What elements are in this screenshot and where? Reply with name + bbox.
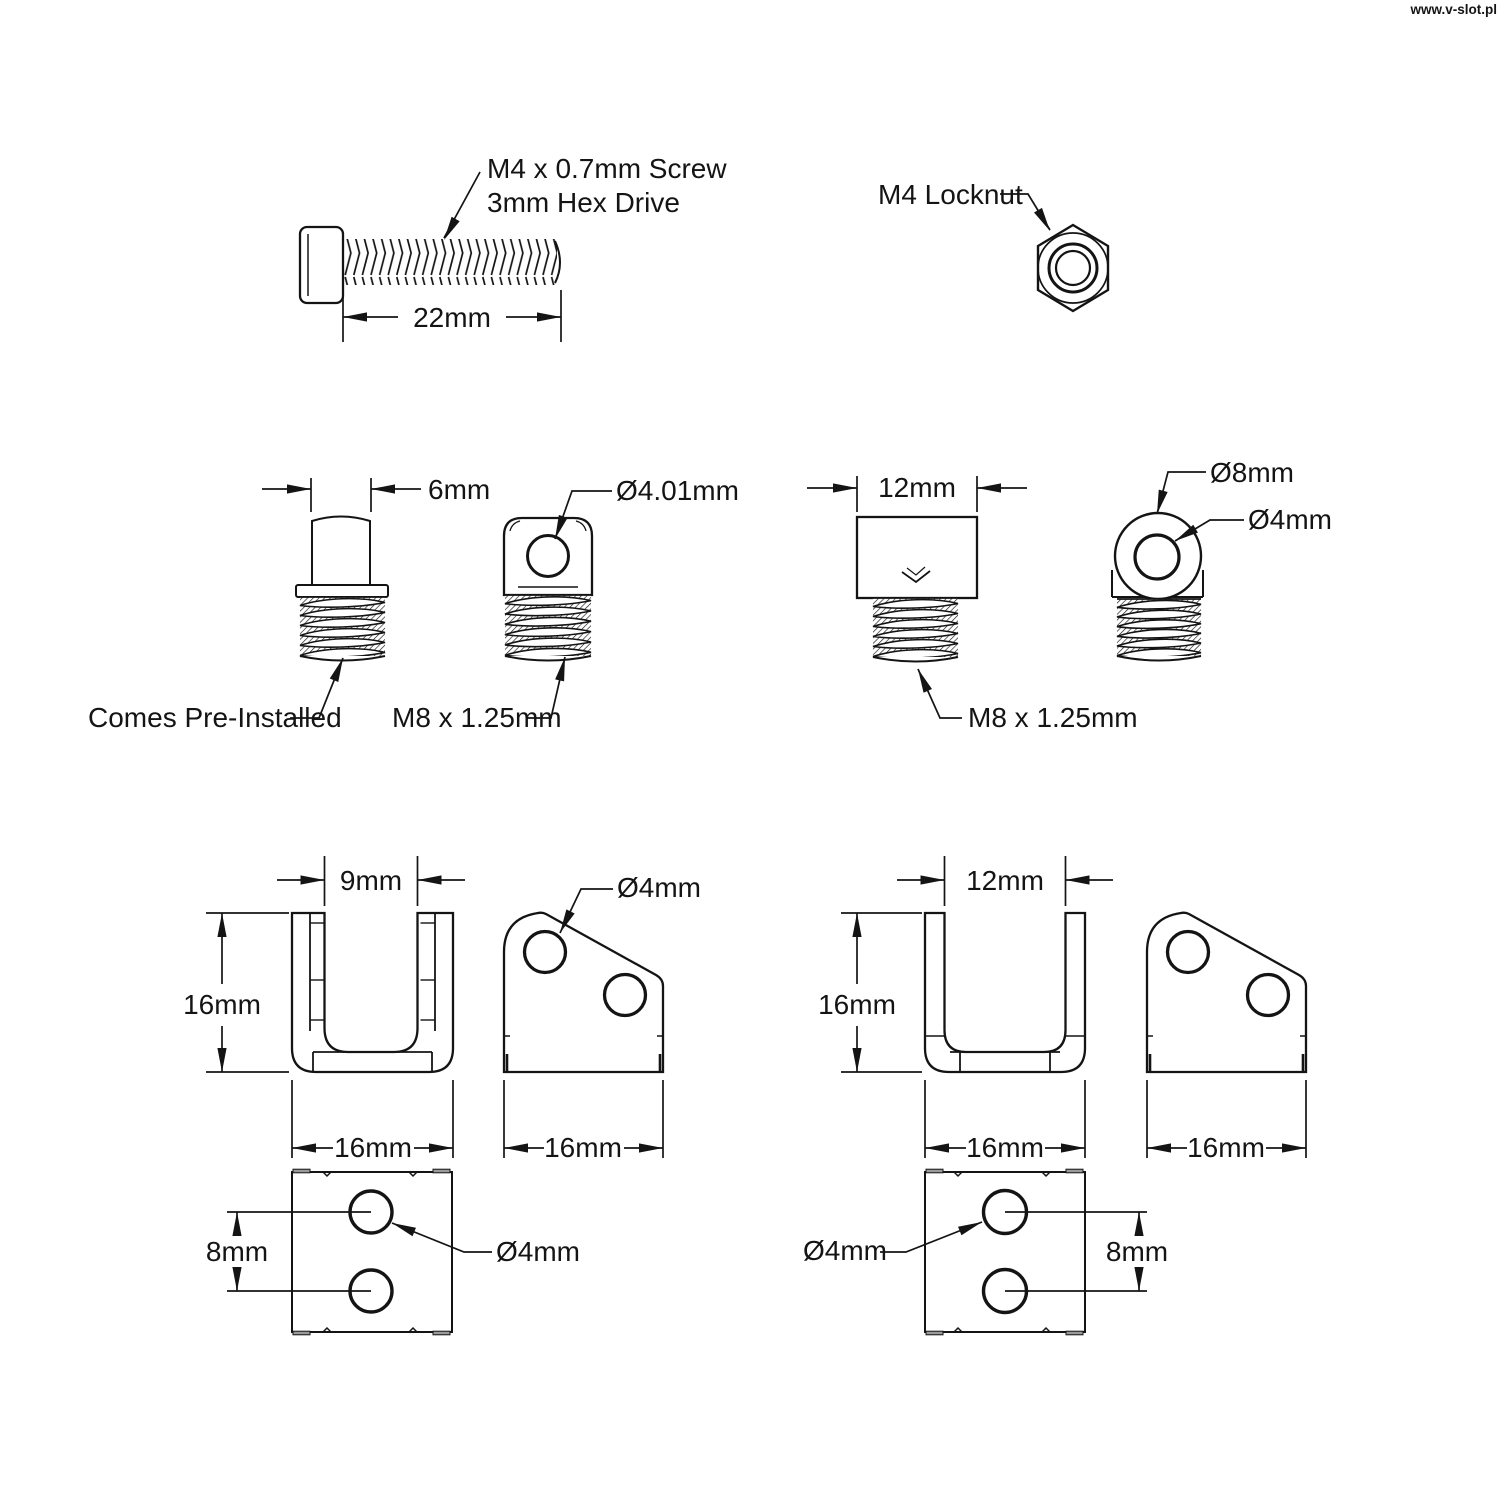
arrowhead (977, 483, 1001, 492)
bracket-left-slot-dimension: 9mm (339, 865, 403, 896)
arrowhead (418, 875, 442, 884)
bracket-left-bottom-view (292, 1169, 452, 1335)
arrowhead (921, 875, 945, 884)
round-stud-front-view (1112, 513, 1203, 599)
arrowhead (852, 913, 861, 937)
stud-front-threads (505, 595, 591, 661)
screw-label-line2: 3mm Hex Drive (487, 187, 680, 218)
arrowhead (504, 1143, 528, 1152)
stud-side-view (296, 517, 388, 598)
arrowhead (343, 312, 367, 321)
bracket-right-width-dimension: 16mm (966, 1132, 1044, 1163)
square-left-body (292, 1172, 452, 1332)
bracket-left-front-view (292, 913, 453, 1072)
bracket-left-side-hole-dimension: Ø4mm (617, 872, 701, 903)
arrowhead (1034, 208, 1050, 231)
arrowhead (1134, 1212, 1143, 1236)
bracket-left-height-dimension: 16mm (183, 989, 261, 1020)
bracket-right-hole-spacing-dimension: 8mm (1105, 1236, 1169, 1267)
arrowhead (925, 1143, 949, 1152)
arrowhead (371, 484, 395, 493)
bracket-right-height-dimension: 16mm (818, 989, 896, 1020)
block-thread-label: M8 x 1.25mm (968, 702, 1138, 733)
arrowhead (217, 913, 226, 937)
square-left-tab (433, 1169, 450, 1173)
socket-head-screw-drawing (300, 227, 560, 303)
arrowhead (330, 658, 343, 682)
bracket-left-side-view (504, 913, 663, 1072)
arrowhead (1066, 875, 1090, 884)
bracket-left-width-dimension: 16mm (334, 1132, 412, 1163)
stud-preinstalled-label: Comes Pre-Installed (88, 702, 342, 733)
arrowhead (1147, 1143, 1171, 1152)
arrowhead (1282, 1143, 1306, 1152)
arrowhead (1061, 1143, 1085, 1152)
block-stud-threads (873, 598, 958, 662)
stud-head (504, 518, 592, 595)
round-stud-hole-dimension: Ø4mm (1248, 504, 1332, 535)
arrowhead (639, 1143, 663, 1152)
round-stud-outer-dimension: Ø8mm (1210, 457, 1294, 488)
block-stud-side-view (857, 517, 977, 598)
arrowhead (232, 1267, 241, 1291)
locknut-label: M4 Locknut (878, 179, 1023, 210)
arrowhead (444, 217, 460, 240)
square-right-tab (926, 1169, 943, 1173)
arrowhead (833, 483, 857, 492)
arrowhead (1134, 1267, 1143, 1291)
square-left-tab (433, 1331, 450, 1335)
arrowhead (292, 1143, 316, 1152)
screw-length-dimension: 22mm (413, 302, 491, 333)
arrowhead (1157, 490, 1168, 514)
leader-line (918, 669, 962, 718)
screw-head (300, 227, 343, 303)
thread-graphics (300, 595, 1201, 662)
arrowhead (429, 1143, 453, 1152)
arrowhead (918, 669, 932, 693)
bracket-left-side-width-dimension: 16mm (544, 1132, 622, 1163)
arrowhead (232, 1212, 241, 1236)
square-left-tab (293, 1331, 310, 1335)
arrowhead (217, 1048, 226, 1072)
screw-label-line1: M4 x 0.7mm Screw (487, 153, 727, 184)
bracket-right-side-width-dimension: 16mm (1187, 1132, 1265, 1163)
bracket-right-bottom-view (925, 1169, 1085, 1335)
bracket-right-front-view (925, 913, 1085, 1072)
bracket-right-slot-dimension: 12mm (966, 865, 1044, 896)
stud-thread-label: M8 x 1.25mm (392, 702, 562, 733)
square-right-tab (1066, 1331, 1083, 1335)
bracket-right-side-outline (1147, 913, 1306, 1072)
arrowhead (287, 484, 311, 493)
square-right-body (925, 1172, 1085, 1332)
stud-post (312, 517, 370, 586)
round-stud-threads (1117, 599, 1201, 661)
square-right-tab (926, 1331, 943, 1335)
watermark-text: www.v-slot.pl (1410, 2, 1497, 17)
bracket-left-bottom-hole-dimension: Ø4mm (496, 1236, 580, 1267)
round-stud-outer-circle (1115, 513, 1201, 599)
stud-flange (296, 585, 388, 597)
bracket-left-side-outline (504, 913, 663, 1072)
square-right-tab (1066, 1169, 1083, 1173)
bracket-right-outline (925, 913, 1085, 1072)
arrowhead (537, 312, 561, 321)
stud-hole-dimension: Ø4.01mm (616, 475, 739, 506)
stud-side-threads (300, 597, 385, 661)
stud-front-view (504, 518, 592, 595)
square-left-tab (293, 1169, 310, 1173)
bracket-right-bottom-hole-dimension: Ø4mm (803, 1235, 887, 1266)
screw-thread-shaft (343, 239, 557, 285)
dimension-annotations (206, 172, 1306, 1291)
bracket-left-hole-spacing-dimension: 8mm (205, 1236, 269, 1267)
bracket-left-outline (292, 913, 453, 1072)
arrowhead (301, 875, 325, 884)
bracket-right-side-view (1147, 913, 1306, 1072)
locknut-drawing (1038, 225, 1108, 311)
labels (88, 2, 1497, 1267)
stud-width-dimension: 6mm (428, 474, 491, 505)
block-width-dimension: 12mm (878, 472, 956, 503)
block-body (857, 517, 977, 598)
arrowhead (852, 1048, 861, 1072)
